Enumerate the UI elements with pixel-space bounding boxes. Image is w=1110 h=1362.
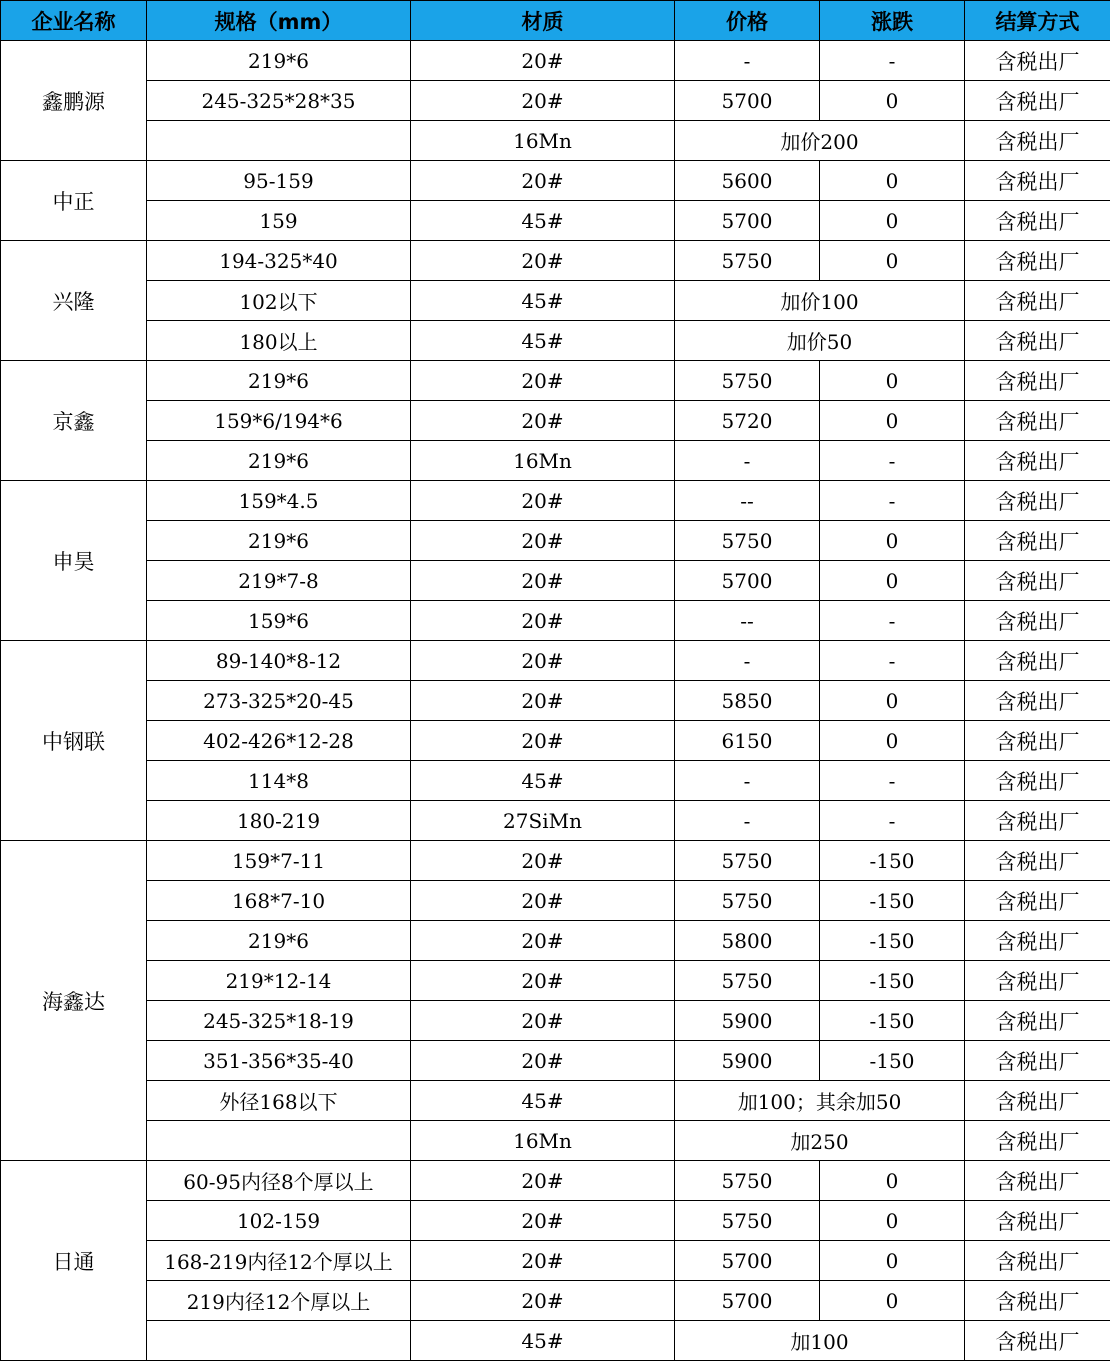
material-cell: 20# (411, 1001, 675, 1041)
material-cell: 20# (411, 401, 675, 441)
settlement-cell: 含税出厂 (965, 241, 1110, 281)
price-note-cell: 加250 (675, 1121, 965, 1161)
price-cell: 5750 (675, 881, 820, 921)
spec-cell: 219*6 (147, 521, 411, 561)
price-cell: 5750 (675, 241, 820, 281)
change-cell: - (820, 41, 965, 81)
spec-cell: 219内径12个厚以上 (147, 1281, 411, 1321)
price-cell: - (675, 41, 820, 81)
spec-cell: 219*7-8 (147, 561, 411, 601)
material-cell: 20# (411, 1041, 675, 1081)
table-row (1, 1241, 1110, 1281)
change-cell: 0 (820, 161, 965, 201)
table-row (1, 961, 1110, 1001)
settlement-cell: 含税出厂 (965, 1041, 1110, 1081)
material-cell: 16Mn (411, 441, 675, 481)
spec-cell: 273-325*20-45 (147, 681, 411, 721)
table-row (1, 201, 1110, 241)
price-cell: -- (675, 481, 820, 521)
price-cell: - (675, 641, 820, 681)
spec-cell: 159*6 (147, 601, 411, 641)
company-cell: 京鑫 (1, 361, 147, 481)
table-row (1, 121, 1110, 161)
settlement-cell: 含税出厂 (965, 921, 1110, 961)
spec-cell: 219*6 (147, 921, 411, 961)
spec-cell: 219*6 (147, 41, 411, 81)
table-row (1, 281, 1110, 321)
spec-cell: 外径168以下 (147, 1081, 411, 1121)
settlement-cell: 含税出厂 (965, 1321, 1110, 1361)
table-row (1, 1081, 1110, 1121)
spec-cell: 89-140*8-12 (147, 641, 411, 681)
settlement-cell: 含税出厂 (965, 601, 1110, 641)
spec-cell: 102-159 (147, 1201, 411, 1241)
material-cell: 20# (411, 881, 675, 921)
material-cell: 20# (411, 81, 675, 121)
material-cell: 20# (411, 961, 675, 1001)
settlement-cell: 含税出厂 (965, 1001, 1110, 1041)
header-material: 材质 (411, 1, 675, 41)
change-cell: 0 (820, 1201, 965, 1241)
settlement-cell: 含税出厂 (965, 401, 1110, 441)
table-row (1, 401, 1110, 441)
settlement-cell: 含税出厂 (965, 961, 1110, 1001)
settlement-cell: 含税出厂 (965, 361, 1110, 401)
table-row (1, 321, 1110, 361)
company-cell: 海鑫达 (1, 841, 147, 1161)
spec-cell (147, 1121, 411, 1161)
price-note-cell: 加价200 (675, 121, 965, 161)
material-cell: 16Mn (411, 121, 675, 161)
change-cell: -150 (820, 1001, 965, 1041)
header-spec: 规格（mm） (147, 1, 411, 41)
table-row (1, 521, 1110, 561)
table-row (1, 481, 1110, 521)
price-cell: 5750 (675, 961, 820, 1001)
settlement-cell: 含税出厂 (965, 441, 1110, 481)
change-cell: - (820, 801, 965, 841)
company-cell: 日通 (1, 1161, 147, 1361)
price-cell: 5720 (675, 401, 820, 441)
table-row (1, 241, 1110, 281)
change-cell: - (820, 441, 965, 481)
price-cell: - (675, 761, 820, 801)
change-cell: - (820, 601, 965, 641)
spec-cell: 159 (147, 201, 411, 241)
change-cell: 0 (820, 1161, 965, 1201)
change-cell: - (820, 641, 965, 681)
spec-cell: 159*6/194*6 (147, 401, 411, 441)
settlement-cell: 含税出厂 (965, 481, 1110, 521)
settlement-cell: 含税出厂 (965, 1281, 1110, 1321)
settlement-cell: 含税出厂 (965, 201, 1110, 241)
settlement-cell: 含税出厂 (965, 1121, 1110, 1161)
spec-cell: 351-356*35-40 (147, 1041, 411, 1081)
material-cell: 16Mn (411, 1121, 675, 1161)
table-row (1, 1121, 1110, 1161)
settlement-cell: 含税出厂 (965, 801, 1110, 841)
price-cell: 5900 (675, 1041, 820, 1081)
price-cell: - (675, 801, 820, 841)
material-cell: 20# (411, 361, 675, 401)
spec-cell: 168-219内径12个厚以上 (147, 1241, 411, 1281)
header-company: 企业名称 (1, 1, 147, 41)
change-cell: - (820, 481, 965, 521)
table-row (1, 1321, 1110, 1361)
change-cell: 0 (820, 401, 965, 441)
table-row (1, 1281, 1110, 1321)
material-cell: 20# (411, 1241, 675, 1281)
price-note-cell: 加价50 (675, 321, 965, 361)
material-cell: 20# (411, 41, 675, 81)
change-cell: 0 (820, 521, 965, 561)
material-cell: 45# (411, 321, 675, 361)
price-cell: 5700 (675, 561, 820, 601)
price-cell: 5700 (675, 81, 820, 121)
material-cell: 20# (411, 481, 675, 521)
company-cell: 中钢联 (1, 641, 147, 841)
settlement-cell: 含税出厂 (965, 561, 1110, 601)
material-cell: 20# (411, 721, 675, 761)
price-note-cell: 加价100 (675, 281, 965, 321)
settlement-cell: 含税出厂 (965, 841, 1110, 881)
material-cell: 20# (411, 1281, 675, 1321)
spec-cell: 102以下 (147, 281, 411, 321)
change-cell: 0 (820, 1241, 965, 1281)
price-cell: 5800 (675, 921, 820, 961)
change-cell: 0 (820, 241, 965, 281)
header-row (1, 1, 1110, 41)
settlement-cell: 含税出厂 (965, 41, 1110, 81)
settlement-cell: 含税出厂 (965, 1081, 1110, 1121)
material-cell: 20# (411, 641, 675, 681)
header-price: 价格 (675, 1, 820, 41)
table-row (1, 881, 1110, 921)
material-cell: 20# (411, 521, 675, 561)
price-cell: 5850 (675, 681, 820, 721)
material-cell: 45# (411, 281, 675, 321)
material-cell: 45# (411, 1081, 675, 1121)
change-cell: 0 (820, 721, 965, 761)
table-row (1, 1201, 1110, 1241)
change-cell: 0 (820, 361, 965, 401)
change-cell: -150 (820, 961, 965, 1001)
settlement-cell: 含税出厂 (965, 521, 1110, 561)
spec-cell: 114*8 (147, 761, 411, 801)
settlement-cell: 含税出厂 (965, 281, 1110, 321)
table-row (1, 361, 1110, 401)
material-cell: 20# (411, 161, 675, 201)
spec-cell (147, 121, 411, 161)
price-cell: 5700 (675, 201, 820, 241)
settlement-cell: 含税出厂 (965, 81, 1110, 121)
price-cell: 5700 (675, 1281, 820, 1321)
price-cell: 5700 (675, 1241, 820, 1281)
price-cell: -- (675, 601, 820, 641)
table-row (1, 801, 1110, 841)
table-row (1, 1001, 1110, 1041)
settlement-cell: 含税出厂 (965, 1241, 1110, 1281)
material-cell: 20# (411, 841, 675, 881)
change-cell: -150 (820, 921, 965, 961)
spec-cell: 60-95内径8个厚以上 (147, 1161, 411, 1201)
spec-cell: 402-426*12-28 (147, 721, 411, 761)
company-cell: 申昊 (1, 481, 147, 641)
price-cell: 5750 (675, 841, 820, 881)
spec-cell: 159*7-11 (147, 841, 411, 881)
price-cell: 6150 (675, 721, 820, 761)
settlement-cell: 含税出厂 (965, 321, 1110, 361)
spec-cell: 245-325*18-19 (147, 1001, 411, 1041)
change-cell: -150 (820, 1041, 965, 1081)
change-cell: - (820, 761, 965, 801)
price-cell: 5750 (675, 1201, 820, 1241)
settlement-cell: 含税出厂 (965, 1201, 1110, 1241)
spec-cell: 95-159 (147, 161, 411, 201)
table-row (1, 561, 1110, 601)
material-cell: 20# (411, 681, 675, 721)
material-cell: 20# (411, 1201, 675, 1241)
material-cell: 20# (411, 241, 675, 281)
change-cell: 0 (820, 561, 965, 601)
company-cell: 兴隆 (1, 241, 147, 361)
table-row (1, 641, 1110, 681)
table-header (1, 1, 1110, 41)
table-row (1, 81, 1110, 121)
settlement-cell: 含税出厂 (965, 161, 1110, 201)
settlement-cell: 含税出厂 (965, 1161, 1110, 1201)
table-row (1, 41, 1110, 81)
table-row (1, 721, 1110, 761)
change-cell: 0 (820, 681, 965, 721)
header-settlement: 结算方式 (965, 1, 1110, 41)
change-cell: -150 (820, 881, 965, 921)
price-note-cell: 加100；其余加50 (675, 1081, 965, 1121)
settlement-cell: 含税出厂 (965, 641, 1110, 681)
price-cell: 5750 (675, 1161, 820, 1201)
material-cell: 27SiMn (411, 801, 675, 841)
settlement-cell: 含税出厂 (965, 721, 1110, 761)
change-cell: -150 (820, 841, 965, 881)
change-cell: 0 (820, 1281, 965, 1321)
table-row (1, 161, 1110, 201)
company-cell: 鑫鹏源 (1, 41, 147, 161)
company-cell: 中正 (1, 161, 147, 241)
material-cell: 20# (411, 561, 675, 601)
change-cell: 0 (820, 81, 965, 121)
material-cell: 20# (411, 601, 675, 641)
spec-cell: 219*6 (147, 441, 411, 481)
price-cell: 5750 (675, 361, 820, 401)
table-row (1, 441, 1110, 481)
settlement-cell: 含税出厂 (965, 121, 1110, 161)
table-row (1, 761, 1110, 801)
settlement-cell: 含税出厂 (965, 881, 1110, 921)
price-cell: - (675, 441, 820, 481)
table-row (1, 1041, 1110, 1081)
spec-cell: 168*7-10 (147, 881, 411, 921)
table-body (1, 41, 1110, 1361)
material-cell: 20# (411, 921, 675, 961)
spec-cell: 180-219 (147, 801, 411, 841)
settlement-cell: 含税出厂 (965, 761, 1110, 801)
change-cell: 0 (820, 201, 965, 241)
material-cell: 20# (411, 1161, 675, 1201)
material-cell: 45# (411, 1321, 675, 1361)
spec-cell (147, 1321, 411, 1361)
price-cell: 5750 (675, 521, 820, 561)
price-cell: 5900 (675, 1001, 820, 1041)
spec-cell: 219*6 (147, 361, 411, 401)
price-cell: 5600 (675, 161, 820, 201)
spec-cell: 194-325*40 (147, 241, 411, 281)
material-cell: 45# (411, 201, 675, 241)
table-row (1, 681, 1110, 721)
spec-cell: 159*4.5 (147, 481, 411, 521)
settlement-cell: 含税出厂 (965, 681, 1110, 721)
header-change: 涨跌 (820, 1, 965, 41)
price-note-cell: 加100 (675, 1321, 965, 1361)
table-row (1, 1161, 1110, 1201)
material-cell: 45# (411, 761, 675, 801)
table-row (1, 921, 1110, 961)
spec-cell: 180以上 (147, 321, 411, 361)
table-row (1, 841, 1110, 881)
table-row (1, 601, 1110, 641)
spec-cell: 219*12-14 (147, 961, 411, 1001)
spec-cell: 245-325*28*35 (147, 81, 411, 121)
